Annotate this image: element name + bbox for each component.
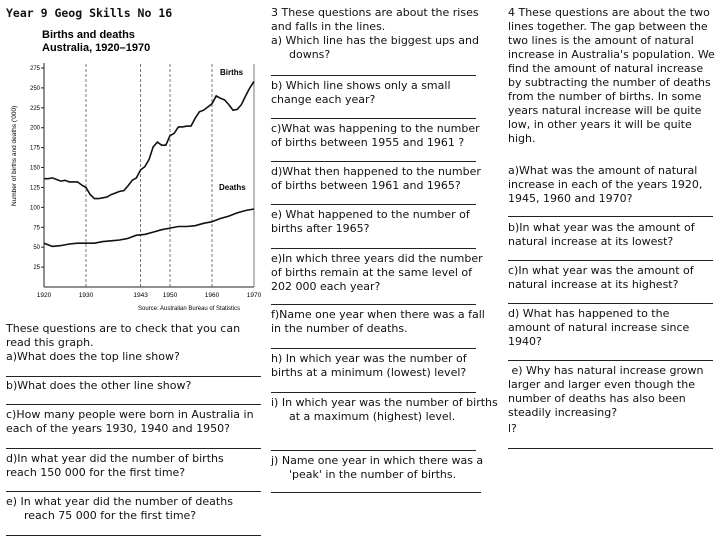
col2-question-b: b) Which line shows only a small change each year? [271,79,451,106]
births-legend-label: Births [220,68,244,77]
col3-question-d: d) What has happened to the amount of natural increase since 1940? [508,307,690,348]
y-tick-label: 225 [29,105,40,112]
col1-question-a: a)What does the top line show? [6,350,180,363]
chart-title-line1: Births and deaths [42,29,135,41]
col2-question-a: a) Which line has the biggest ups and downs? [271,34,479,61]
answer-line [271,392,476,393]
col3-question-e-tail: l? [508,422,517,435]
col2-question-e: e) What happened to the number of births after 1965? [271,208,470,235]
y-tick-label: 150 [29,165,40,172]
answer-line [508,216,713,217]
col1-question-b: b)What does the other line show? [6,379,192,392]
col2-question-d: d)What then happened to the number of births between 1961 and 1965? [271,165,481,192]
y-tick-label: 125 [29,185,40,192]
chart-source: Source: Australian Bureau of Statistics [138,306,241,312]
answer-line [508,360,713,361]
x-tick-label: 1970 [246,292,262,299]
col3-question-b: b)In what year was the amount of natural increase at its lowest? [508,221,695,248]
answer-line [6,491,261,492]
chart-title-line2: Australia, 1920–1970 [42,42,151,54]
col3-intro: 4 These questions are about the two lines together. The gap between the two lines is the amount of natural increase in Australia's population. We find the amount of natural increase by subtracting the number of deaths from the number of births. In some years natural increase will be quite low, in other years it will be quite high. [508,6,715,145]
births-deaths-chart [4,24,262,316]
col1-question-d: d)In what year did the number of births reach 150 000 for the first time? [6,452,224,479]
answer-line [271,304,476,305]
x-tick-label: 1950 [162,292,178,299]
col3-question-c: c)In what year was the amount of natural increase at its highest? [508,264,694,291]
col2-question-f: f)Name one year when there was a fall in the number of deaths. [271,308,485,335]
y-tick-label: 100 [29,205,40,212]
col3-question-a: a)What was the amount of natural increase in each of the years 1920, 1945, 1960 and 1970? [508,164,703,205]
answer-line [271,248,476,249]
chart-y-axis-label: Number of births and deaths ('000) [11,105,18,206]
answer-line [271,161,476,162]
answer-line [6,404,261,405]
col1-question-c: c)How many people were born in Australia in each of the years 1930, 1940 and 1950? [6,408,254,435]
col2-question-h: h) In which year was the number of births at a minimum (lowest) level? [271,352,467,379]
worksheet-title: Year 9 Geog Skills No 16 [6,6,173,20]
col2-question-c: c)What was happening to the number of births between 1955 and 1961 ? [271,122,480,149]
deaths-series-line [44,209,254,246]
answer-line [271,492,481,493]
answer-line [271,450,476,451]
answer-line [271,348,476,349]
deaths-legend-label: Deaths [219,183,246,192]
y-tick-label: 275 [29,66,40,72]
y-tick-label: 250 [29,85,40,92]
y-tick-label: 175 [29,145,40,152]
answer-line [508,303,713,304]
answer-line [6,448,261,449]
y-tick-label: 25 [33,265,40,272]
answer-line [271,204,476,205]
x-tick-label: 1960 [204,292,220,299]
answer-line [271,118,476,119]
col1-intro: These questions are to check that you can read this graph. [6,322,241,349]
col1-question-e: e) In what year did the number of deaths reach 75 000 for the first time? [6,495,233,522]
answer-line [508,448,713,449]
col3-question-e: e) Why has natural increase grown larger and larger even though the number of deaths has also been steadily increasing? [508,364,707,419]
y-tick-label: 200 [29,125,40,132]
col2-question-j: j) Name one year in which there was a 'peak' in the number of births. [271,454,484,481]
y-tick-label: 50 [33,245,40,252]
col2-question-i: i) In which year was the number of births at a maximum (highest) level. [271,396,498,423]
answer-line [271,75,476,76]
x-tick-label: 1920 [36,292,52,299]
y-tick-label: 75 [33,225,40,232]
answer-line [6,535,261,536]
col2-intro: 3 These questions are about the rises and falls in the lines. [271,6,479,33]
col2-question-e2: e)In which three years did the number of births remain at the same level of 202 000 each year? [271,252,483,293]
answer-line [508,260,713,261]
x-tick-label: 1943 [133,292,148,299]
births-series-line [44,82,254,199]
answer-line [6,376,261,377]
x-tick-label: 1930 [78,292,94,299]
